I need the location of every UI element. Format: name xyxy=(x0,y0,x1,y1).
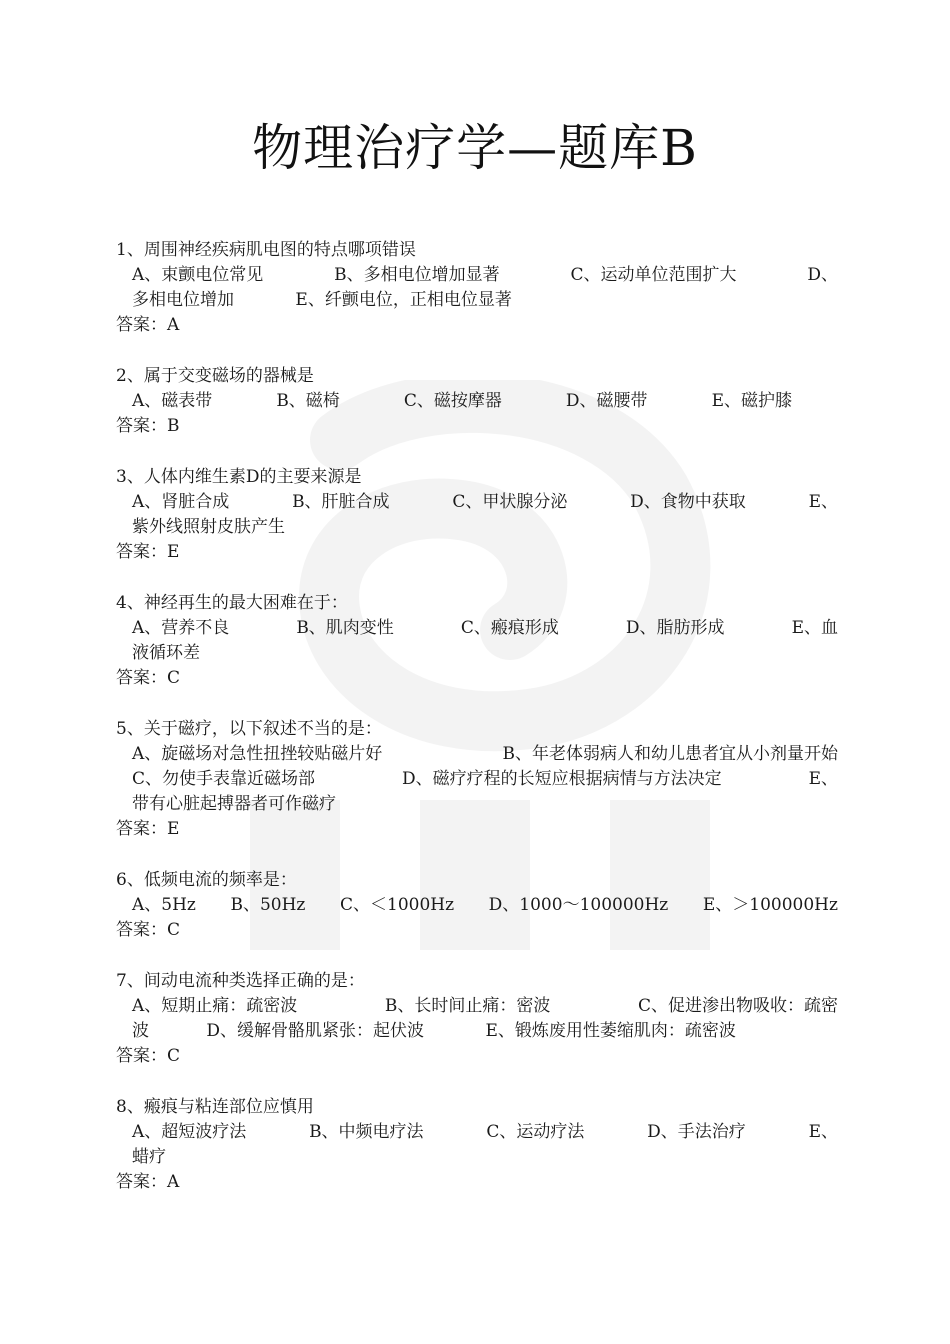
options-line xyxy=(132,742,838,767)
question-item xyxy=(116,465,838,565)
question-stem: 4、神经再生的最大困难在于： xyxy=(116,593,348,613)
option: A、肾脏合成 xyxy=(132,492,230,512)
options-line xyxy=(132,1120,838,1145)
options-line xyxy=(132,893,838,918)
question-options xyxy=(116,742,838,817)
option: B、肝脏合成 xyxy=(292,492,390,512)
question-stem: 6、低频电流的频率是： xyxy=(116,870,297,890)
page-title: 物理治疗学—题库B xyxy=(252,119,698,177)
option: E、锻炼废用性萎缩肌肉：疏密波 xyxy=(485,1021,736,1041)
option: 多相电位增加 xyxy=(132,290,234,310)
option: 液循环差 xyxy=(132,643,200,663)
option: D、1000～100000Hz xyxy=(488,895,669,915)
option: D、食物中获取 xyxy=(630,492,746,512)
question-stem: 2、属于交变磁场的器械是 xyxy=(116,366,314,386)
options-line xyxy=(132,767,838,792)
question-options xyxy=(116,616,838,666)
question-stem: 1、周围神经疾病肌电图的特点哪项错误 xyxy=(116,240,416,260)
question-item xyxy=(116,364,838,439)
option: B、肌肉变性 xyxy=(296,618,394,638)
options-line xyxy=(132,994,838,1019)
option: C、促进渗出物吸收：疏密 xyxy=(637,996,838,1016)
question-stem: 3、人体内维生素D的主要来源是 xyxy=(116,467,362,487)
option: A、营养不良 xyxy=(132,618,230,638)
question-answer: 答案：A xyxy=(116,1172,180,1192)
question-item xyxy=(116,591,838,691)
option: 波 xyxy=(132,1021,149,1041)
question-answer: 答案：B xyxy=(116,416,180,436)
question-options xyxy=(116,893,838,918)
option: A、束颤电位常见 xyxy=(132,265,264,285)
option: E、 xyxy=(808,1122,838,1142)
option: C、＜1000Hz xyxy=(340,895,455,915)
question-answer: 答案：C xyxy=(116,920,181,940)
question-stem: 8、瘢痕与粘连部位应慎用 xyxy=(116,1097,314,1117)
options-line xyxy=(132,263,838,288)
question-stem: 5、关于磁疗，以下叙述不当的是： xyxy=(116,719,382,739)
option: C、磁按摩器 xyxy=(403,391,502,411)
option: E、血 xyxy=(791,618,838,638)
question-answer: 答案：E xyxy=(116,819,180,839)
option: D、 xyxy=(807,265,838,285)
option: C、运动单位范围扩大 xyxy=(570,265,737,285)
option: D、磁疗疗程的长短应根据病情与方法决定 xyxy=(401,769,722,789)
options-line xyxy=(132,616,838,641)
question-answer: 答案：E xyxy=(116,542,180,562)
option: E、纤颤电位，正相电位显著 xyxy=(295,290,512,310)
option: C、勿使手表靠近磁场部 xyxy=(132,769,316,789)
option: B、50Hz xyxy=(230,895,306,915)
option: C、运动疗法 xyxy=(486,1122,585,1142)
question-answer: 答案：C xyxy=(116,1046,181,1066)
option: B、磁椅 xyxy=(276,391,340,411)
option: A、超短波疗法 xyxy=(132,1122,247,1142)
option: E、 xyxy=(808,492,838,512)
question-options xyxy=(116,994,838,1044)
option: E、 xyxy=(808,769,838,789)
option: D、手法治疗 xyxy=(647,1122,746,1142)
question-options xyxy=(116,389,838,414)
option: 紫外线照射皮肤产生 xyxy=(132,517,285,537)
options-line xyxy=(132,515,838,540)
question-list xyxy=(116,238,838,1221)
option: A、旋磁场对急性扭挫较贴磁片好 xyxy=(132,744,383,764)
option: B、长时间止痛：密波 xyxy=(384,996,551,1016)
option: A、短期止痛：疏密波 xyxy=(132,996,298,1016)
option: C、甲状腺分泌 xyxy=(452,492,568,512)
options-line xyxy=(132,1019,838,1044)
options-line xyxy=(132,389,792,414)
question-item xyxy=(116,1095,838,1195)
question-item xyxy=(116,238,838,338)
question-item xyxy=(116,969,838,1069)
option: A、磁表带 xyxy=(132,391,213,411)
question-item xyxy=(116,868,838,943)
option: B、中频电疗法 xyxy=(309,1122,424,1142)
option: D、磁腰带 xyxy=(565,391,648,411)
option: E、磁护膝 xyxy=(711,391,792,411)
option: D、缓解骨骼肌紧张：起伏波 xyxy=(206,1021,425,1041)
option: 蜡疗 xyxy=(132,1147,166,1167)
option: E、＞100000Hz xyxy=(702,895,838,915)
question-answer: 答案：C xyxy=(116,668,181,688)
options-line xyxy=(132,1145,838,1170)
option: B、年老体弱病人和幼儿患者宜从小剂量开始 xyxy=(502,744,838,764)
option: A、5Hz xyxy=(132,895,196,915)
option: D、脂肪形成 xyxy=(625,618,725,638)
question-options xyxy=(116,490,838,540)
option: C、瘢痕形成 xyxy=(460,618,559,638)
question-options xyxy=(116,1120,838,1170)
options-line xyxy=(132,288,838,313)
option: B、多相电位增加显著 xyxy=(334,265,500,285)
question-options xyxy=(116,263,838,313)
question-answer: 答案：A xyxy=(116,315,180,335)
options-line xyxy=(132,641,838,666)
question-stem: 7、间动电流种类选择正确的是： xyxy=(116,971,365,991)
question-item xyxy=(116,717,838,842)
options-line xyxy=(132,490,838,515)
options-line xyxy=(132,792,838,817)
option: 带有心脏起搏器者可作磁疗 xyxy=(132,794,336,814)
